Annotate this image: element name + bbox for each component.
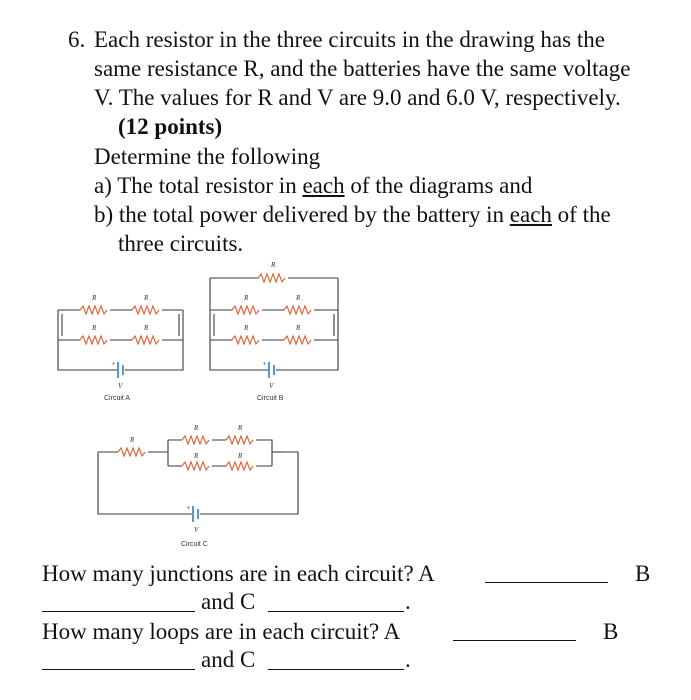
caption-circuit-b: Circuit B <box>257 395 284 402</box>
part-b-line-2: three circuits. <box>118 231 244 256</box>
plus-b: + <box>262 360 267 368</box>
resistor-a2 <box>132 306 159 314</box>
label-v-c: V <box>194 526 199 534</box>
label-r-c2: R <box>194 424 199 432</box>
question-line-3: V. The values for R and V are 9.0 and 6.0 V, respectively. <box>94 85 621 110</box>
plus-c: + <box>186 504 191 512</box>
loops-answer-c[interactable] <box>268 649 404 670</box>
caption-circuit-c: Circuit C <box>181 541 208 548</box>
junctions-b-label: B <box>635 561 651 586</box>
resistor-c1 <box>118 448 145 456</box>
resistor-a3 <box>80 336 107 344</box>
question-number: 6. <box>68 27 86 52</box>
label-r-a4: R <box>144 324 149 332</box>
resistor-b3 <box>284 306 311 314</box>
loops-question: How many loops are in each circuit? A <box>42 619 401 644</box>
junctions-answer-b[interactable] <box>42 591 195 612</box>
junctions-and-c: and C <box>201 589 256 614</box>
label-r-b3: R <box>296 294 301 302</box>
question-line-1: Each resistor in the three circuits in the drawing has the <box>94 27 605 52</box>
label-r-b1: R <box>271 261 276 269</box>
label-r-c1: R <box>130 436 135 444</box>
label-r-c3: R <box>238 424 243 432</box>
label-v-b: V <box>269 382 274 390</box>
circuit-c <box>98 424 298 548</box>
part-a-emphasis: each <box>302 173 345 198</box>
label-r-b2: R <box>244 294 249 302</box>
resistor-c5 <box>226 462 253 470</box>
label-r-a3: R <box>92 324 97 332</box>
caption-circuit-a: Circuit A <box>104 395 131 402</box>
label-r-c4: R <box>194 452 199 460</box>
question-line-2: same resistance R, and the batteries have the same voltage <box>94 56 631 81</box>
resistor-a1 <box>80 306 107 314</box>
label-r-a2: R <box>144 294 149 302</box>
label-r-c5: R <box>238 452 243 460</box>
determine-label: Determine the following <box>94 144 321 169</box>
circuit-b <box>210 261 338 402</box>
part-b-suffix: of the <box>551 202 611 227</box>
loops-and-c: and C <box>201 647 256 672</box>
resistor-c3 <box>226 436 253 444</box>
label-r-b4: R <box>244 324 249 332</box>
junctions-period: . <box>405 589 411 614</box>
part-a-suffix: of the diagrams and <box>344 173 533 198</box>
resistor-c4 <box>182 462 209 470</box>
resistor-b2 <box>232 306 259 314</box>
part-b-prefix: b) the total power delivered by the battery in <box>94 202 510 227</box>
loops-b-label: B <box>603 619 619 644</box>
part-b-emphasis: each <box>509 202 552 227</box>
resistor-b5 <box>284 336 311 344</box>
label-r-a1: R <box>92 294 97 302</box>
resistor-b1 <box>258 274 285 282</box>
junctions-answer-a[interactable] <box>485 562 608 583</box>
resistor-b4 <box>232 336 259 344</box>
loops-answer-b[interactable] <box>42 649 195 670</box>
points-label: (12 points) <box>118 114 223 139</box>
resistor-c2 <box>182 436 209 444</box>
circuit-a <box>58 294 183 402</box>
loops-answer-a[interactable] <box>453 620 576 641</box>
part-a-prefix: a) The total resistor in <box>94 173 303 198</box>
junctions-question: How many junctions are in each circuit? A <box>42 561 435 586</box>
junctions-answer-c[interactable] <box>268 591 404 612</box>
label-r-b5: R <box>296 324 301 332</box>
plus-a: + <box>111 360 116 368</box>
loops-period: . <box>405 647 411 672</box>
resistor-a4 <box>132 336 159 344</box>
label-v-a: V <box>118 382 123 390</box>
